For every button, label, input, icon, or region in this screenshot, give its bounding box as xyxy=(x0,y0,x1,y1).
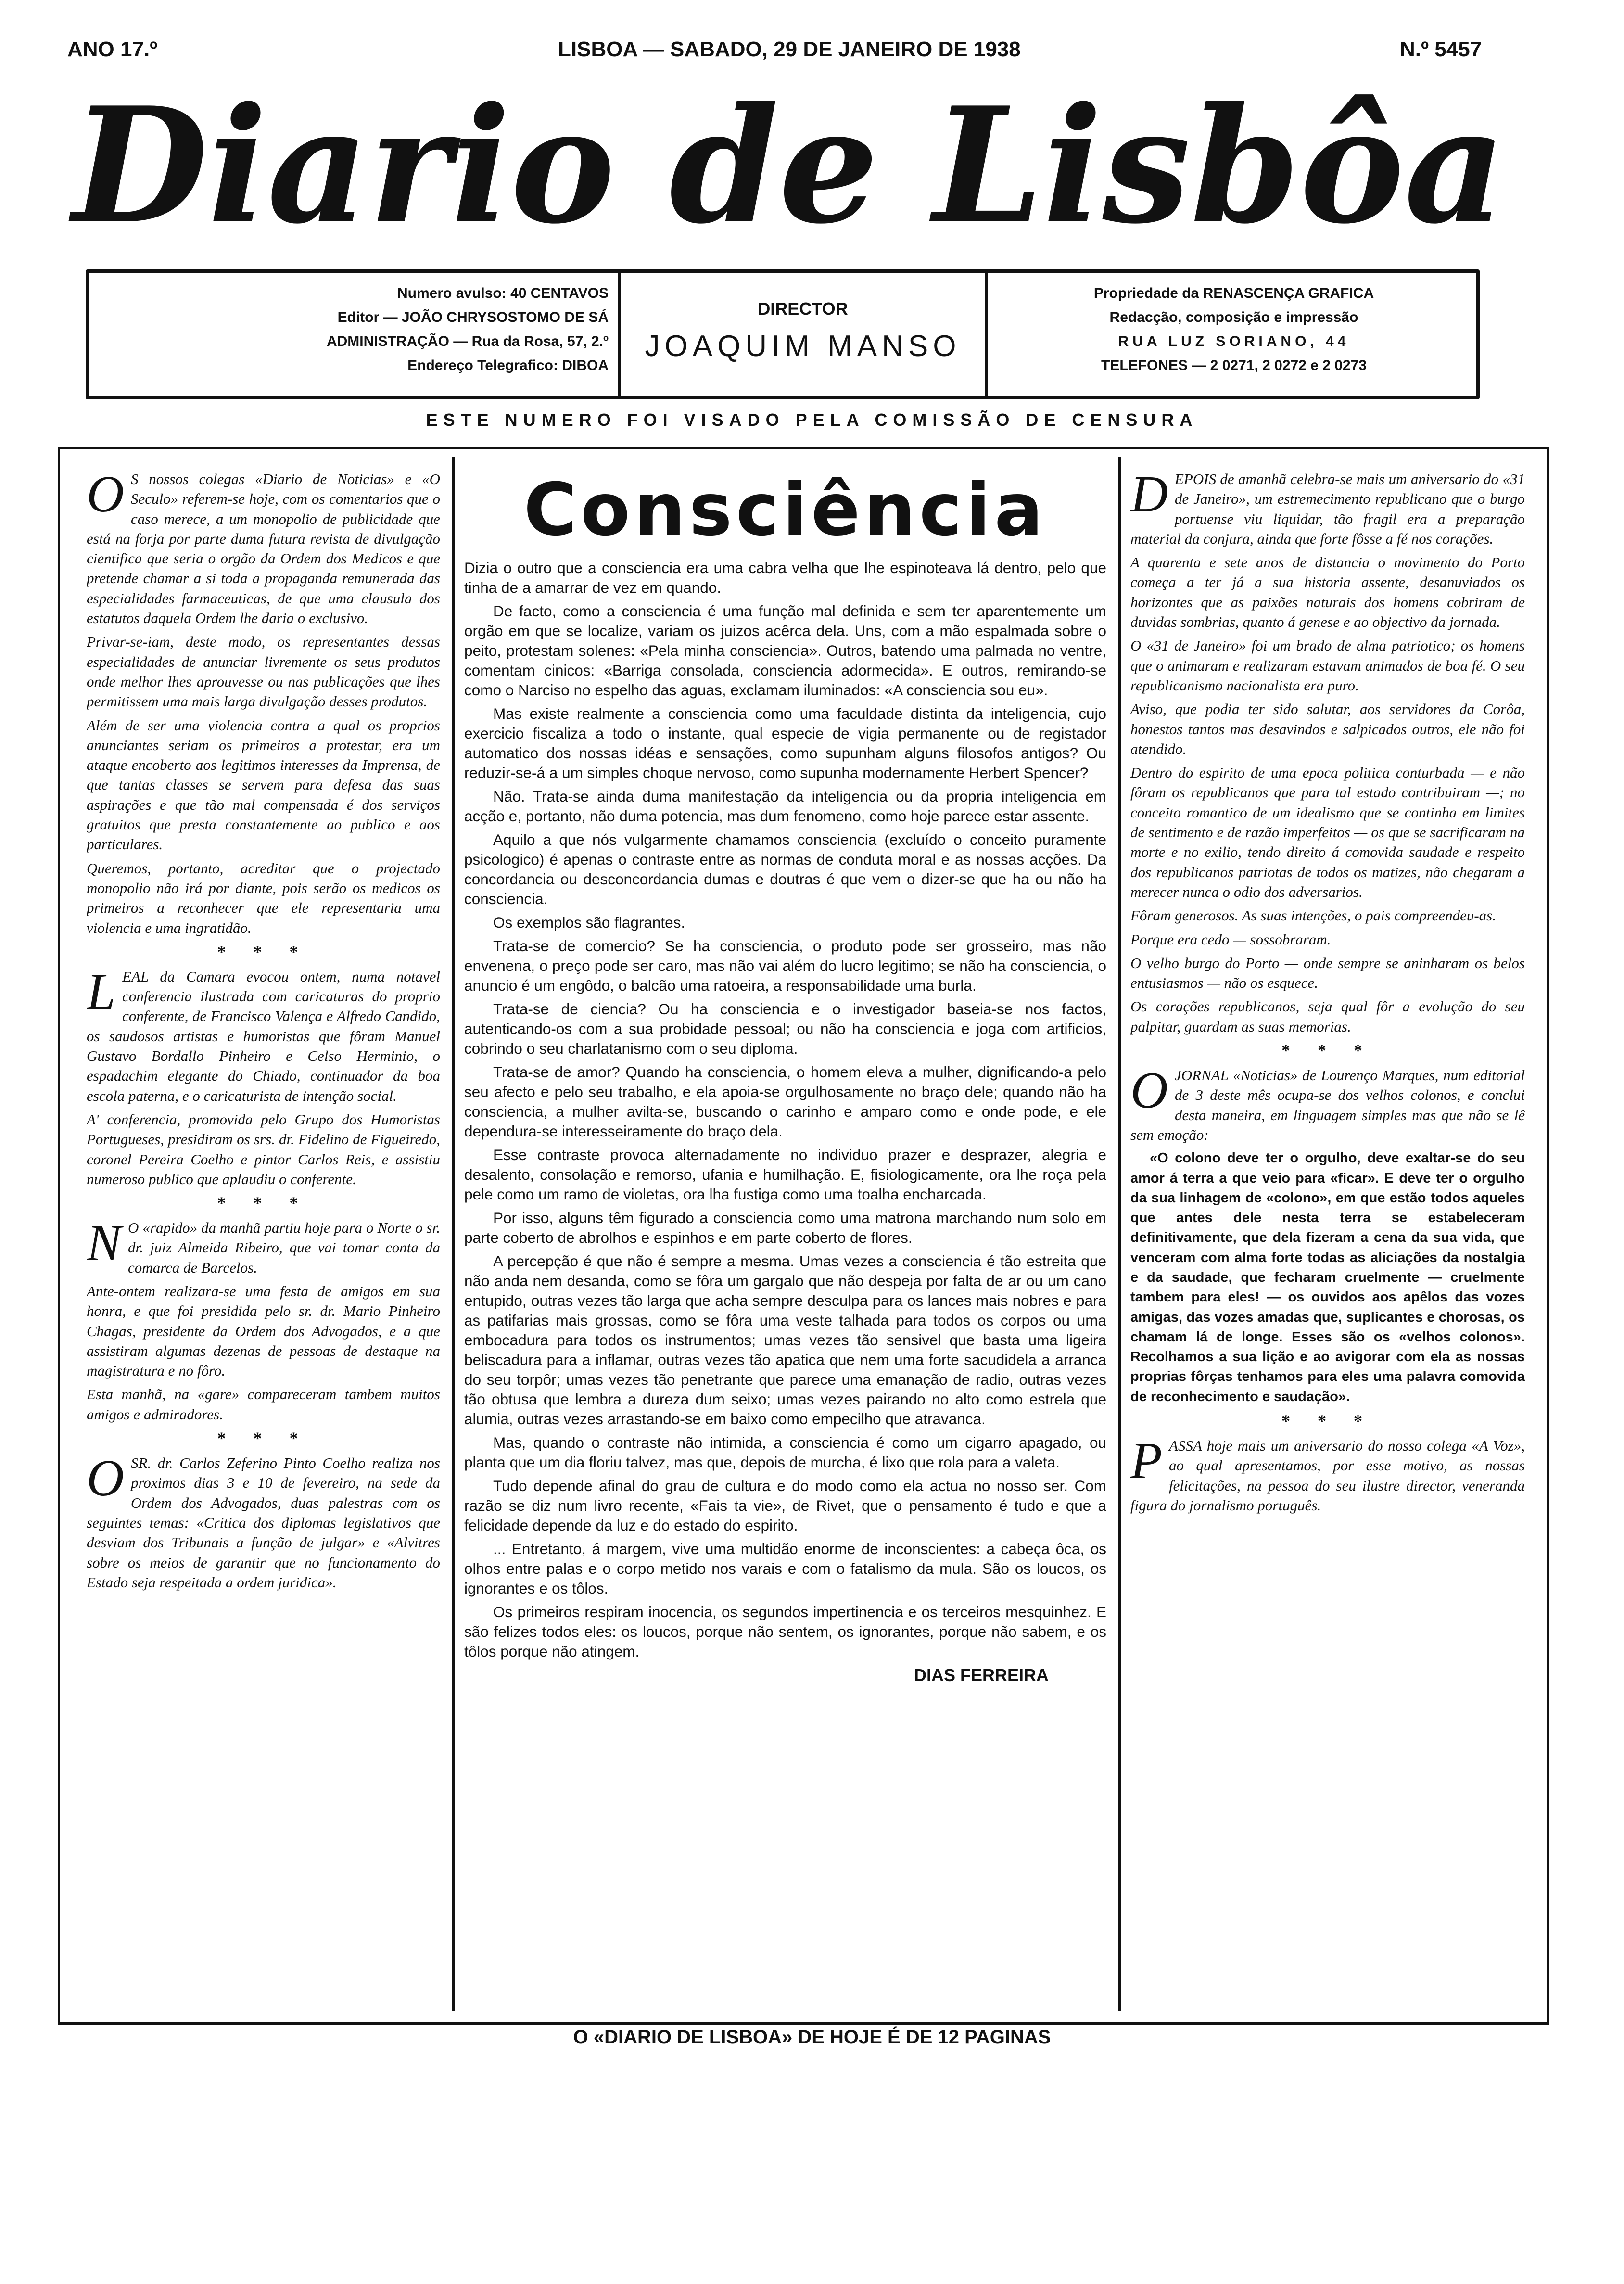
dropcap: O xyxy=(87,469,124,523)
paragraph: A quarenta e sete anos de distancia o movimento do Porto começa a ter já a sua historia assente, desanuviados os horizontes que as paixões naturais dos homens cobriram de duvidas sombrias, quanto á genese e ao objectivo da jornada. xyxy=(1130,554,1525,631)
paragraph: Os primeiros respiram inocencia, os segundos impertinencia e os terceiros mesquinhez. E são felizes todos eles: os loucos, porque não sentem, os ignorantes, porque não sabem, e os tôlos porque não atingem. xyxy=(464,1603,1106,1660)
info-telegraph: Endereço Telegrafico: DIBOA xyxy=(407,357,609,373)
info-editor: Editor — JOÃO CHRYSOSTOMO DE SÁ xyxy=(337,309,609,325)
paragraph: Esta manhã, na «gare» compareceram tambem muitos amigos e admiradores. xyxy=(87,1386,440,1423)
paragraph: Dentro do espirito de uma epoca politica conturbada — e não fôram os republicanos que para tal estado contribuiram —; no conceito romantico de um idealismo que se continha em limites de sentimento e de razão imperfeitos — os que se sacrificaram na morte e no exilio, tendo direito á comovida saudade e respeito dos republicanos patriotas de todos os matizes, não chegaram a merecer nunca o odio dos adversarios. xyxy=(1130,764,1525,900)
paragraph: Mas existe realmente a consciencia como uma faculdade distinta da inteligencia, cujo exercicio fiscaliza a todo o instante, qual especie de vigia permanente ou de registador automatico dos nossas idéas e sensações, como supunham alguns filosofos antigos? Ou reduzir-se-á a um simples choque nervoso, como supunha modernamente Herbert Spencer? xyxy=(464,705,1106,781)
paragraph: Privar-se-iam, deste modo, os representantes dessas especialidades de anunciar livremente os seus produtos onde melhor lhes aprouvesse ou nas publicações que lhes permitissem uma mais larga divulgação desses produtos. xyxy=(87,633,440,710)
article-old-colonists xyxy=(1130,1062,1525,1407)
issue-number: N.º 5457 xyxy=(1400,38,1482,61)
article-title: Consciência xyxy=(523,468,1047,552)
director-name: JOAQUIM MANSO xyxy=(645,330,961,363)
paragraph: Queremos, portanto, acreditar que o projectado monopolio não irá por diante, pois serão os medicos os primeiros a reconhecer que ele representaria uma violencia e uma ingratidão. xyxy=(87,859,440,936)
section-stars: * * * xyxy=(217,942,310,961)
article-leal-camara xyxy=(87,963,440,1189)
paragraph: Tudo depende afinal do grau de cultura e do modo como ela actua no nosso ser. Com razão se diz num livro recente, «Fais ta vie», de Rivet, que o pensamento é tudo e que a felicidade depende da luz e do estado do espirito. xyxy=(464,1477,1106,1534)
paragraph: O «rapido» da manhã partiu hoje para o Norte o sr. dr. juiz Almeida Ribeiro, que vai tomar conta da comarca de Barcelos. xyxy=(128,1219,440,1276)
dropcap: P xyxy=(1130,1432,1162,1490)
dropcap: O xyxy=(87,1450,124,1507)
paragraph: ASSA hoje mais um aniversario do nosso colega «A Voz», ao qual apresentamos, por esse motivo, as nossas felicitações, na pessoa do seu ilustre director, veneranda figura do jornalismo português. xyxy=(1130,1437,1525,1514)
paragraph: O velho burgo do Porto — onde sempre se aninharam os belos entusiasmos — não os esquece. xyxy=(1130,954,1525,992)
info-phones: TELEFONES — 2 0271, 2 0272 e 2 0273 xyxy=(1101,357,1367,373)
article-medical-monopoly xyxy=(87,469,440,938)
info-owner: Propriedade da RENASCENÇA GRAFICA xyxy=(1093,285,1374,301)
director-label: DIRECTOR xyxy=(758,299,848,319)
paragraph: Além de ser uma violencia contra a qual os proprios anunciantes seriam os primeiros a protestar, era um ataque encoberto aos legitimos interesses da Imprensa, de que tantas classes se servem para defesa das suas aspirações e que tão mal compensada é dos serviços gratuitos que presta constantemente ao publico e aos particulares. xyxy=(87,716,440,853)
info-price: Numero avulso: 40 CENTAVOS xyxy=(397,285,609,301)
paragraph: Trata-se de ciencia? Ou ha consciencia e o investigador baseia-se nos factos, autenticando-os com a sua probidade pessoal; ou não ha consciencia e joga com artificios, cobrindo o seu charlatanismo com o seu diploma. xyxy=(464,1000,1106,1057)
article-a-voz xyxy=(1130,1432,1525,1515)
paragraph: A' conferencia, promovida pelo Grupo dos Humoristas Portugueses, presidiram os srs. dr. Fidelino de Figueiredo, coronel Pereira Coelho e pintor Carlos Reis, e assistiu numeroso publico que aplaudiu o conferente. xyxy=(87,1110,440,1187)
paragraph: Trata-se de comercio? Se ha consciencia, o produto pode ser grosseiro, mas não envenena, o preço pode ser caro, mas não vai além do lucro legitimo; se não ha consciencia, o anuncio é um engôdo, o balcão uma ratoeira, a responsabilidade uma burla. xyxy=(464,937,1106,994)
paragraph: SR. dr. Carlos Zeferino Pinto Coelho realiza nos proximos dias 3 e 10 de fevereiro, na sede da Ordem dos Advogados, duas palestras com os seguintes temas: «Critica dos diplomas legislativos que desviam dos Tribunais a função de julgar» e «Alvitres sobre os meios de garantir que no funcionamento do Estado seja respeitada a ordem juridica». xyxy=(87,1455,440,1591)
paragraph: Dizia o outro que a consciencia era uma cabra velha que lhe espinoteava lá dentro, pelo que tinha de a amarrar de vez em quando. xyxy=(464,559,1106,596)
info-administration: ADMINISTRAÇÃO — Rua da Rosa, 57, 2.º xyxy=(326,333,609,349)
column-divider-right xyxy=(1118,457,1121,2011)
info-composition: Redacção, composição e impressão xyxy=(1109,309,1358,325)
dropcap: O xyxy=(1130,1062,1168,1120)
article-judge-departure xyxy=(87,1214,440,1424)
pages-notice: O «DIARIO DE LISBOA» DE HOJE É DE 12 PAGINAS xyxy=(573,2027,1051,2048)
article-31-janeiro xyxy=(1130,469,1525,1036)
info-left xyxy=(108,273,609,405)
center-column xyxy=(464,467,1106,2021)
paragraph: S nossos colegas «Diario de Noticias» e «O Seculo» referem-se hoje, com os comentarios que o caso merece, a um monopolio de publicidade que está na forja por parte duma futura revista de divulgação cientifica que seria o orgão da Ordem dos Medicos e que pretende chamar a si toda a propaganda remunerada das especialidades farmaceuticas, de que uma clausula dos estatutos daquela Ordem lhe daria o exclusivo. xyxy=(87,471,440,627)
dropcap: N xyxy=(87,1214,122,1272)
column-divider-left xyxy=(452,457,455,2011)
quotation: «O colono deve ter o orgulho, deve exaltar-se do seu amor á terra a que veio para «ficar». E deve ter o orgulho da sua linhagem de «colono», em que estão todos aqueles que antes dele nesta terra se estabeleceram definitivamente, que dela fizeram a cena da sua vida, que venceram com alma forte todas as aliciações da nostalgia e da saudade, que fecharam cruelmente — cruelmente tambem para eles! — os ouvidos aos apêlos das vozes amigas, das vozes amadas que, suplicantes e chorosas, os chamam lá de longe. Esses são os «velhos colonos». Recolhamos a sua lição e ao avigorar com ela as nossas proprias fôrças tenhamos para eles uma palavra comovida de reconhecimento e saudação». xyxy=(1130,1150,1525,1404)
paragraph: Porque era cedo — sossobraram. xyxy=(1130,931,1331,948)
section-stars: * * * xyxy=(217,1193,310,1213)
censorship-notice: ESTE NUMERO FOI VISADO PELA COMISSÃO DE CENSURA xyxy=(426,410,1198,430)
author-signature: DIAS FERREIRA xyxy=(914,1665,1049,1685)
info-box xyxy=(86,269,1480,399)
paragraph: Mas, quando o contraste não intimida, a consciencia é como um cigarro apagado, ou planta que um dia floriu talvez, mas que, depois de murcha, é lixo que rola para a valeta. xyxy=(464,1434,1106,1471)
info-center xyxy=(621,273,985,396)
paragraph: Os exemplos são flagrantes. xyxy=(493,914,685,931)
right-column xyxy=(1130,469,1525,2021)
paragraph: A percepção é que não é sempre a mesma. Umas vezes a consciencia é tão estreita que não anda nem desanda, como se fôra um gargalo que não despeja por falta de ar ou um cano entupido, outras vezes tão larga que acha sempre desculpa para os lances mais nobres e para as patifarias mais grossas, como se fôra uma veste talhada para todos os corpos ou uma embocadura para todos os instrumentos; umas vezes tão sensivel que basta uma ligeira beliscadura para a inflamar, outras vezes tão apatica que nem uma forte sacudidela a arranca do seu torpôr; umas vezes tão penetrante que parece uma emanação de radio, outras vezes tão obtusa que lembra a dureza dum seixo; umas vezes pairando no alto como estrela que alumia, outras vezes arrastando-se em baixo como empecilho que atravanca. xyxy=(464,1252,1106,1428)
paragraph: Aquilo a que nós vulgarmente chamamos consciencia (excluído o conceito puramente psicologico) é apenas o contraste entre as normas de conduta moral e as nossas acções. Da concordancia ou desconcordancia dumas e doutras é que vem o dizer-se que ha ou não ha consciencia. xyxy=(464,831,1106,907)
info-right xyxy=(998,273,1470,405)
paragraph: Aviso, que podia ter sido salutar, aos servidores da Corôa, honestos tantos mas desavindos e salpicados outros, ele não foi atendido. xyxy=(1130,701,1525,757)
section-stars: * * * xyxy=(1281,1411,1374,1431)
info-address: RUA LUZ SORIANO, 44 xyxy=(1118,333,1350,349)
masthead-title xyxy=(58,77,1520,260)
paragraph: Esse contraste provoca alternadamente no individuo prazer e desprazer, alegria e desalento, consolação e remorso, ufania e humilhação. E, fisiologicamente, ora lhe roça pela pele como um ramo de violetas, ora lha fustiga como uma toalha encharcada. xyxy=(464,1146,1106,1203)
article-lectures xyxy=(87,1450,440,1592)
paragraph: EAL da Camara evocou ontem, numa notavel conferencia ilustrada com caricaturas do proprio conferente, de Francisco Valença e Alfredo Candido, os saudosos artistas e humoristas que fôram Manuel Gustavo Bordallo Pinheiro e Celso Herminio, o espadachim elegante do Chiado, continuador da boa escola paterna, e o caricaturista de intenção social. xyxy=(87,968,440,1104)
paragraph: ... Entretanto, á margem, vive uma multidão enorme de inconscientes: a cabeça ôca, os olhos entre palas e o corpo metido nos varais e com o fatalismo da mula. São os loucos, os ignorantes e os tôlos. xyxy=(464,1540,1106,1597)
paragraph: Por isso, alguns têm figurado a consciencia como uma matrona marchando num solo em parte coberto de abrolhos e espinhos e em parte coberto de flores. xyxy=(464,1209,1106,1246)
info-divider-right xyxy=(985,273,988,396)
left-column xyxy=(87,469,440,2021)
dropcap: D xyxy=(1130,469,1168,523)
section-stars: * * * xyxy=(1281,1041,1374,1060)
paragraph: Os corações republicanos, seja qual fôr a evolução do seu palpitar, guardam as suas memorias. xyxy=(1130,998,1525,1035)
year-label: ANO 17.º xyxy=(67,38,158,61)
paragraph: EPOIS de amanhã celebra-se mais um aniversario do «31 de Janeiro», um estremecimento republicano que o burgo portuense viu liquidar, tão fragil era a preparação material da conjura, ainda que forte fôsse a fé nos corações. xyxy=(1130,471,1525,547)
paragraph: Não. Trata-se ainda duma manifestação da inteligencia ou da propria inteligencia em acção e, portanto, não duma potencia, mas dum fenomeno, como hoje parece estar assente. xyxy=(464,788,1106,825)
section-stars: * * * xyxy=(217,1429,310,1448)
paragraph: Trata-se de amor? Quando ha consciencia, o homem eleva a mulher, dignificando-a pelo seu afecto e pelo seu trabalho, e ela apoia-se orgulhosamente no braço dele; quando não ha consciencia, a mulher avilta-se, buscando o carinho e amparo como e onde pode, e ele dependura-se interesseiramente do braço dela. xyxy=(464,1063,1106,1140)
dropcap: L xyxy=(87,963,116,1021)
dateline: LISBOA — SABADO, 29 DE JANEIRO DE 1938 xyxy=(558,38,1021,61)
paragraph: JORNAL «Noticias» de Lourenço Marques, num editorial de 3 deste mês ocupa-se dos velhos colonos, e conclui desta maneira, em linguagem simples mas que não se lê sem emoção: xyxy=(1130,1067,1525,1143)
masthead-text: Diario de Lisbôa xyxy=(67,77,1506,259)
paragraph: De facto, como a consciencia é uma função mal definida e sem ter aparentemente um orgão em que se localize, variam os juizos acêrca dela. Uns, com a mão espalmada sobre o peito, protestam solenes: «Pela minha consciencia». Outros, batendo uma palmada no ventre, comentam cinicos: «Barriga consolada, consciencia adormecida». E outros, remirando-se como o Narciso no espelho das aguas, exclamam iluminados: «A consciencia sou eu». xyxy=(464,602,1106,699)
paragraph: Ante-ontem realizara-se uma festa de amigos em sua honra, e que foi presidida pelo sr. dr. Mario Pinheiro Chagas, presidente da Ordem dos Advogados, e a que assistiram algumas dezenas de pessoas de destaque na magistratura e no fôro. xyxy=(87,1282,440,1379)
paragraph: O «31 de Janeiro» foi um brado de alma patriotico; os homens que o animaram e realizaram estavam animados de boa fé. O seu republicanismo nacionalista era puro. xyxy=(1130,637,1525,694)
paragraph: Fôram generosos. As suas intenções, o pais compreendeu-as. xyxy=(1130,907,1496,924)
